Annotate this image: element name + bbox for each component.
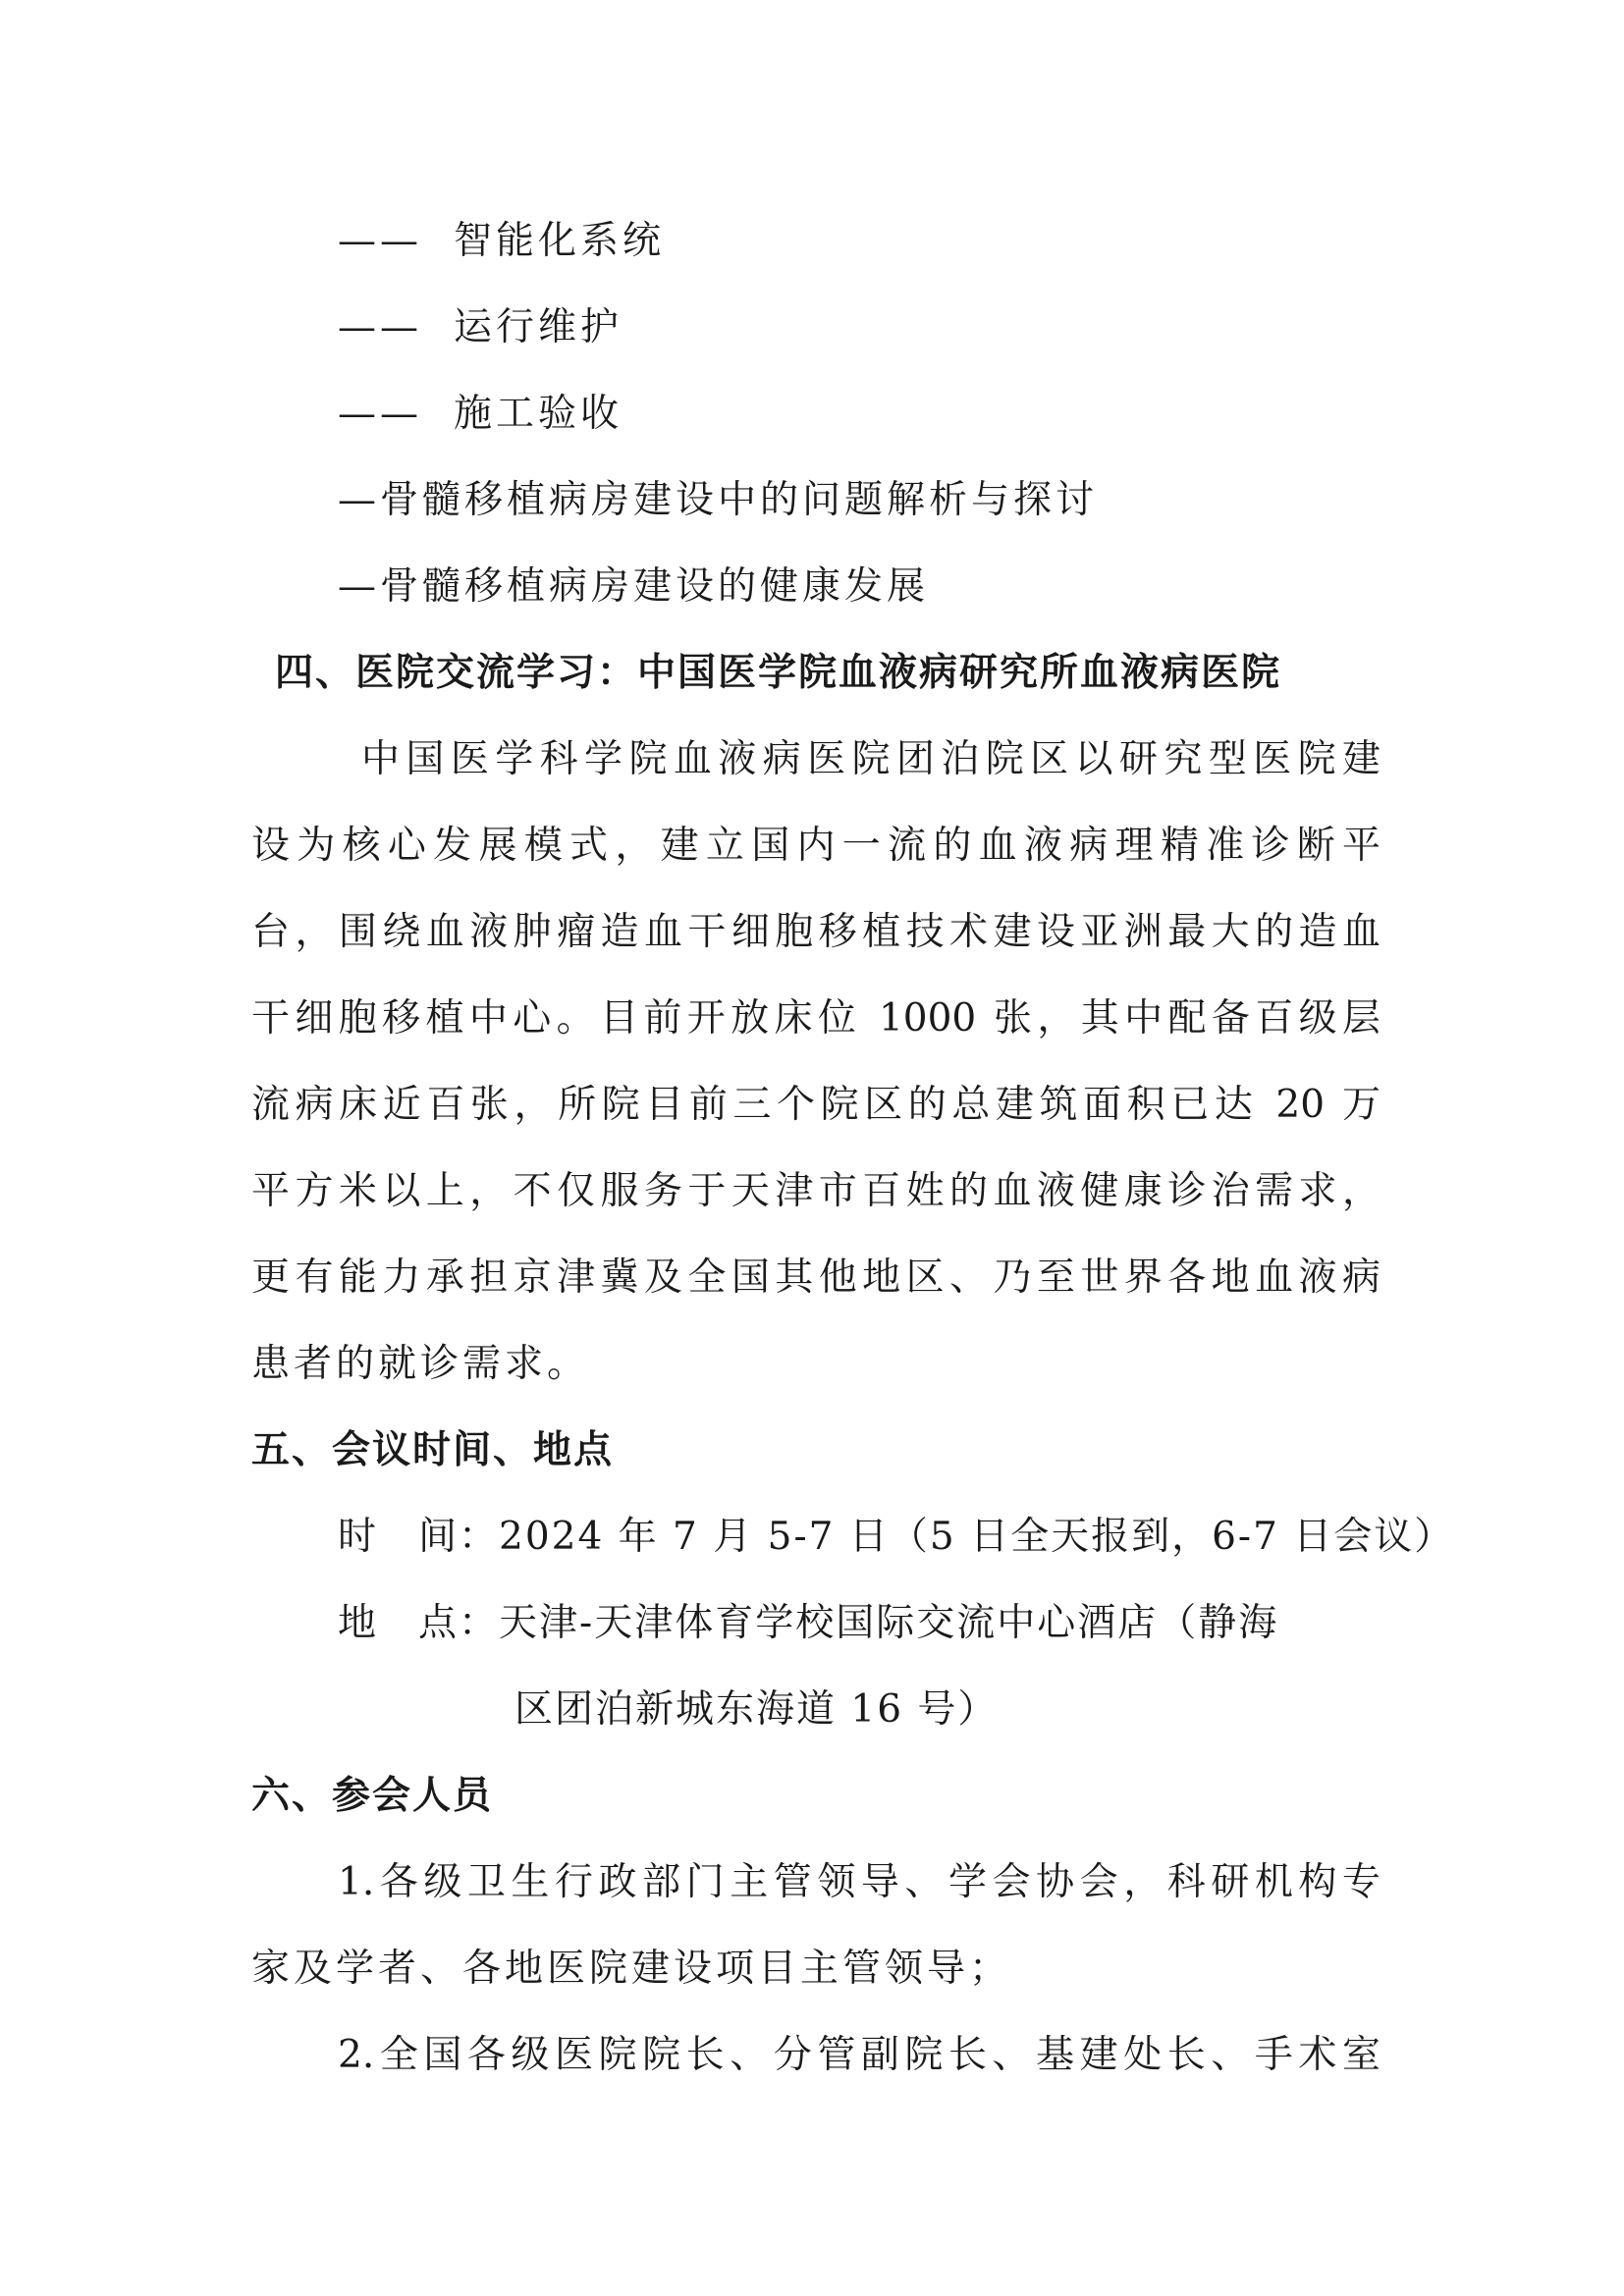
place-value: 天津-天津体育学校国际交流中心酒店（静海	[499, 1601, 1279, 1645]
topic-item: —— 智能化系统	[338, 219, 666, 263]
time-value: 2024 年 7 月 5-7 日（5 日全天报到，6-7 日会议）	[499, 1515, 1455, 1559]
paragraph-line: 患者的就诊需求。	[251, 1342, 590, 1386]
topic-item: —— 运行维护	[338, 305, 623, 349]
topic-item: —骨髓移植病房建设的健康发展	[338, 564, 930, 609]
place-label: 地 点：	[338, 1601, 500, 1645]
attendee-item-1-continued: 家及学者、各地医院建设项目主管领导；	[251, 1947, 1012, 1991]
paragraph-line: 台，围绕血液肿瘤造血干细胞移植技术建设亚洲最大的造血	[251, 910, 1380, 954]
attendee-item-1: 1.各级卫生行政部门主管领导、学会协会，科研机构专	[338, 1860, 1380, 1904]
meeting-place	[338, 1600, 1278, 1647]
time-label: 时 间：	[338, 1515, 500, 1559]
topic-item: —骨髓移植病房建设中的问题解析与探讨	[338, 478, 1099, 522]
paragraph-line: 平方米以上，不仅服务于天津市百姓的血液健康诊治需求，	[251, 1169, 1380, 1213]
paragraph-line: 中国医学科学院血液病医院团泊院区以研究型医院建	[361, 737, 1380, 781]
section-heading-4: 四、医院交流学习：中国医学院血液病研究所血液病医院	[275, 651, 1282, 695]
paragraph-line: 干细胞移植中心。目前开放床位 1000 张，其中配备百级层	[251, 996, 1380, 1041]
section-heading-5: 五、会议时间、地点	[251, 1428, 615, 1472]
meeting-time	[338, 1514, 1454, 1561]
place-value-continued: 区团泊新城东海道 16 号）	[514, 1687, 999, 1732]
topic-item: —— 施工验收	[338, 392, 623, 436]
attendee-item-2: 2.全国各级医院院长、分管副院长、基建处长、手术室	[338, 2033, 1380, 2077]
paragraph-line: 流病床近百张，所院目前三个院区的总建筑面积已达 20 万	[251, 1083, 1380, 1127]
paragraph-line: 更有能力承担京津冀及全国其他地区、乃至世界各地血液病	[251, 1255, 1380, 1300]
section-heading-6: 六、参会人员	[251, 1774, 494, 1818]
paragraph-line: 设为核心发展模式，建立国内一流的血液病理精准诊断平	[251, 824, 1380, 868]
